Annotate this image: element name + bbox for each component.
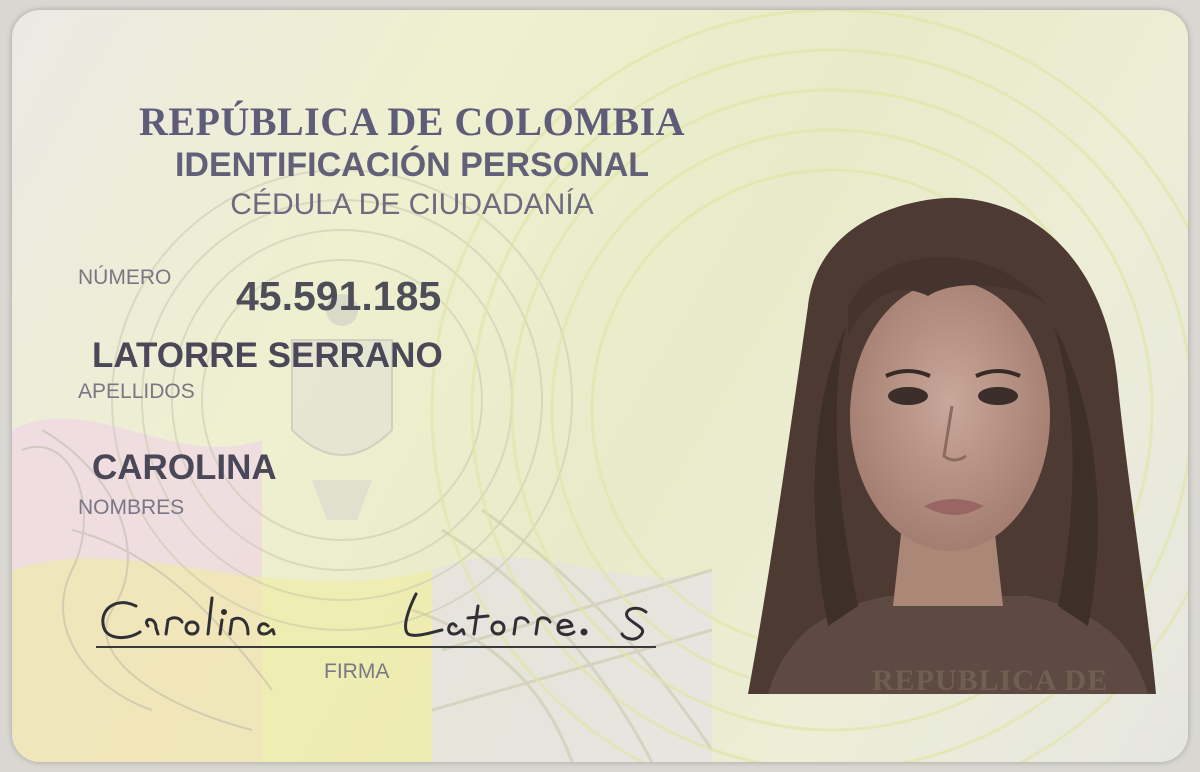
holder-photo	[728, 186, 1156, 694]
photo-watermark: REPUBLICA DE	[872, 664, 1109, 697]
id-card	[12, 10, 1188, 762]
coat-of-arms-watermark	[292, 294, 392, 520]
numero-label: NÚMERO	[78, 266, 172, 289]
signature-line	[96, 646, 656, 648]
apellidos-label: APELLIDOS	[78, 380, 195, 403]
document-type: CÉDULA DE CIUDADANÍA	[230, 188, 594, 221]
given-names-value: CAROLINA	[92, 448, 277, 487]
country-title: REPÚBLICA DE COLOMBIA	[138, 99, 686, 144]
handwritten-signature	[96, 588, 666, 650]
id-number: 45.591.185	[236, 273, 442, 319]
surnames-value: LATORRE SERRANO	[92, 336, 443, 375]
firma-label: FIRMA	[324, 660, 390, 683]
nombres-label: NOMBRES	[78, 496, 185, 519]
document-subtitle: IDENTIFICACIÓN PERSONAL	[174, 146, 650, 184]
